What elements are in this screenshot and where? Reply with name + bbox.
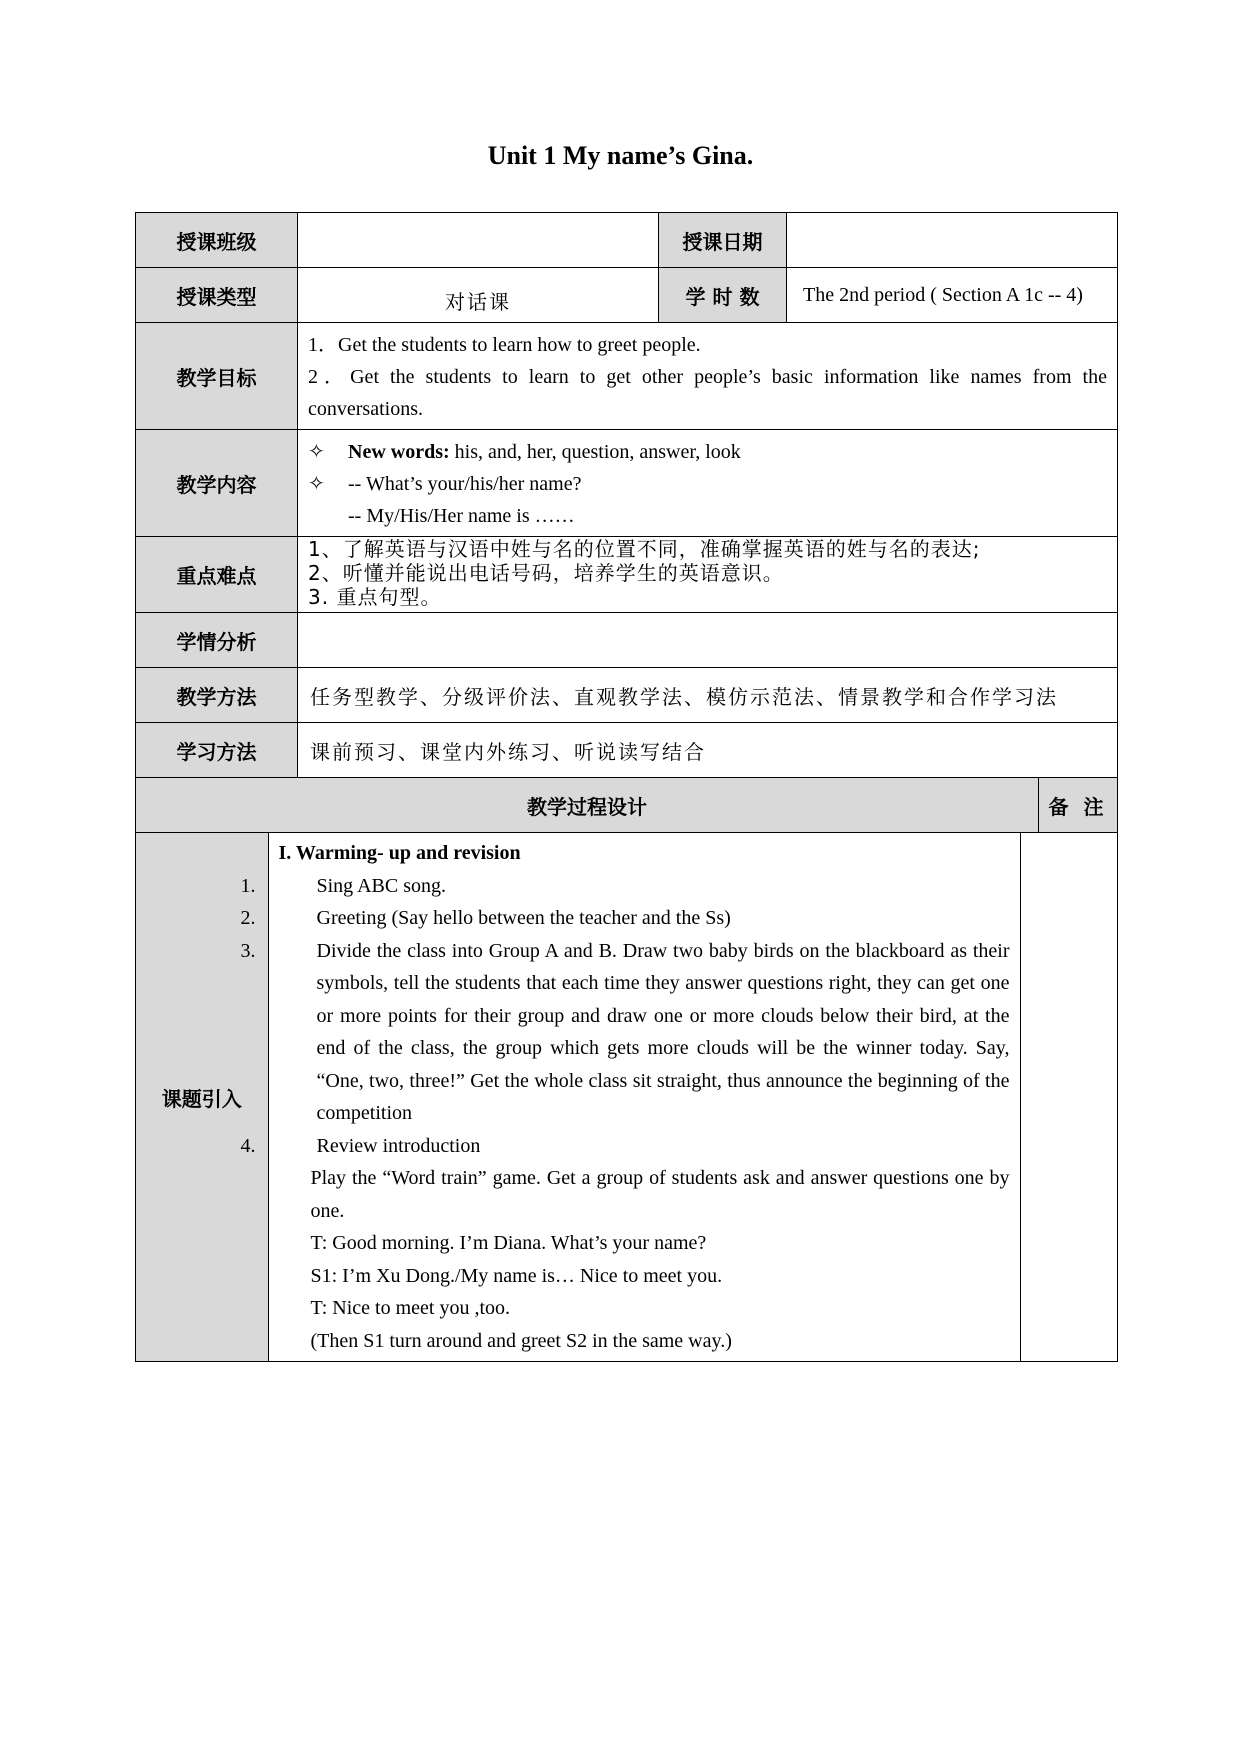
process-header: 教学过程设计 (136, 778, 1039, 833)
section-title: I. Warming- up and revision (278, 842, 521, 864)
process-inner-table (136, 833, 1118, 1361)
notes-header: 备 注 (1039, 778, 1118, 833)
process-header-row (136, 778, 1118, 833)
content-label: 教学内容 (136, 430, 298, 537)
type-row (136, 268, 1118, 323)
objective-item-2: 2．Get the students to learn to get other people’s basic information like names from the conversations. (308, 366, 1107, 420)
learning-value: 课前预习、课堂内外练习、听说读写结合 (298, 723, 1118, 778)
step-4: 4. Review introduction (240, 1134, 481, 1157)
lesson-plan-table (135, 212, 1118, 1362)
key-point-3: 3. 重点句型。 (308, 585, 442, 609)
type-value: 对话课 (298, 268, 659, 323)
methods-row (136, 668, 1118, 723)
objective-item-1: 1．Get the students to learn how to greet people. (308, 334, 701, 356)
new-words-line (308, 436, 1107, 468)
methods-value: 任务型教学、分级评价法、直观教学法、模仿示范法、情景教学和合作学习法 (298, 668, 1118, 723)
type-label: 授课类型 (136, 268, 298, 323)
step-2: 2. Greeting (Say hello between the teacher and the Ss) (240, 907, 731, 929)
date-label: 授课日期 (659, 213, 787, 268)
dialogue-line-3: T: Nice to meet you ,too. (310, 1297, 511, 1319)
dialogue-line-1: T: Good morning. I’m Diana. What’s your name? (310, 1232, 707, 1254)
class-value (298, 213, 659, 268)
key-points-row (136, 537, 1118, 613)
diamond-bullet-icon: ✧ (308, 441, 325, 463)
key-point-2: 2、听懂并能说出电话号码，培养学生的英语意识。 (308, 561, 784, 585)
step-3: 3. Divide the class into Group A and B. Draw two baby birds on the blackboard as their symbols, tell the students that each time they answer questions right, they can get one or more points for their group and draw one or more clouds below their bird, at the end of the class, the group which gets more clouds will be the winner today. Say, “One, two, three!” Get the whole class sit straight, thus announce the beginning of the competition (240, 939, 1010, 1124)
diamond-bullet-icon: ✧ (308, 473, 325, 495)
hours-label: 学 时 数 (659, 268, 787, 323)
learning-label: 学习方法 (136, 723, 298, 778)
answer-line: -- My/His/Her name is …… (348, 505, 575, 527)
process-content (240, 833, 1020, 1361)
key-points-label: 重点难点 (136, 537, 298, 613)
dialogue-line-4: (Then S1 turn around and greet S2 in the same way.) (310, 1329, 732, 1352)
new-words-label: New words: (348, 441, 450, 463)
key-point-1: 1、了解英语与汉语中姓与名的位置不同，准确掌握英语的姓与名的表达; (308, 537, 981, 561)
hours-value: The 2nd period ( Section A 1c -- 4) (787, 268, 1118, 323)
methods-label: 教学方法 (136, 668, 298, 723)
process-body-row (136, 833, 1118, 1362)
date-value (787, 213, 1118, 268)
objectives-label: 教学目标 (136, 323, 298, 430)
class-row (136, 213, 1118, 268)
learning-row (136, 723, 1118, 778)
class-label: 授课班级 (136, 213, 298, 268)
analysis-row (136, 613, 1118, 668)
document-title: Unit 1 My name’s Gina. (487, 141, 754, 170)
analysis-label: 学情分析 (136, 613, 298, 668)
step-1: 1. Sing ABC song. (240, 874, 446, 897)
question-text: -- What’s your/his/her name? (348, 473, 582, 495)
notes-cell (1020, 833, 1118, 1361)
intro-label: 课题引入 (136, 833, 268, 1361)
dialogue-line-2: S1: I’m Xu Dong./My name is… Nice to meet you. (310, 1264, 723, 1287)
question-line (308, 468, 1107, 500)
game-description: Play the “Word train” game. Get a group of students ask and answer questions one by one. (310, 1167, 1010, 1222)
new-words-list: his, and, her, question, answer, look (449, 441, 741, 463)
analysis-value (298, 613, 1118, 668)
content-row (136, 430, 1118, 537)
objectives-row (136, 323, 1118, 430)
